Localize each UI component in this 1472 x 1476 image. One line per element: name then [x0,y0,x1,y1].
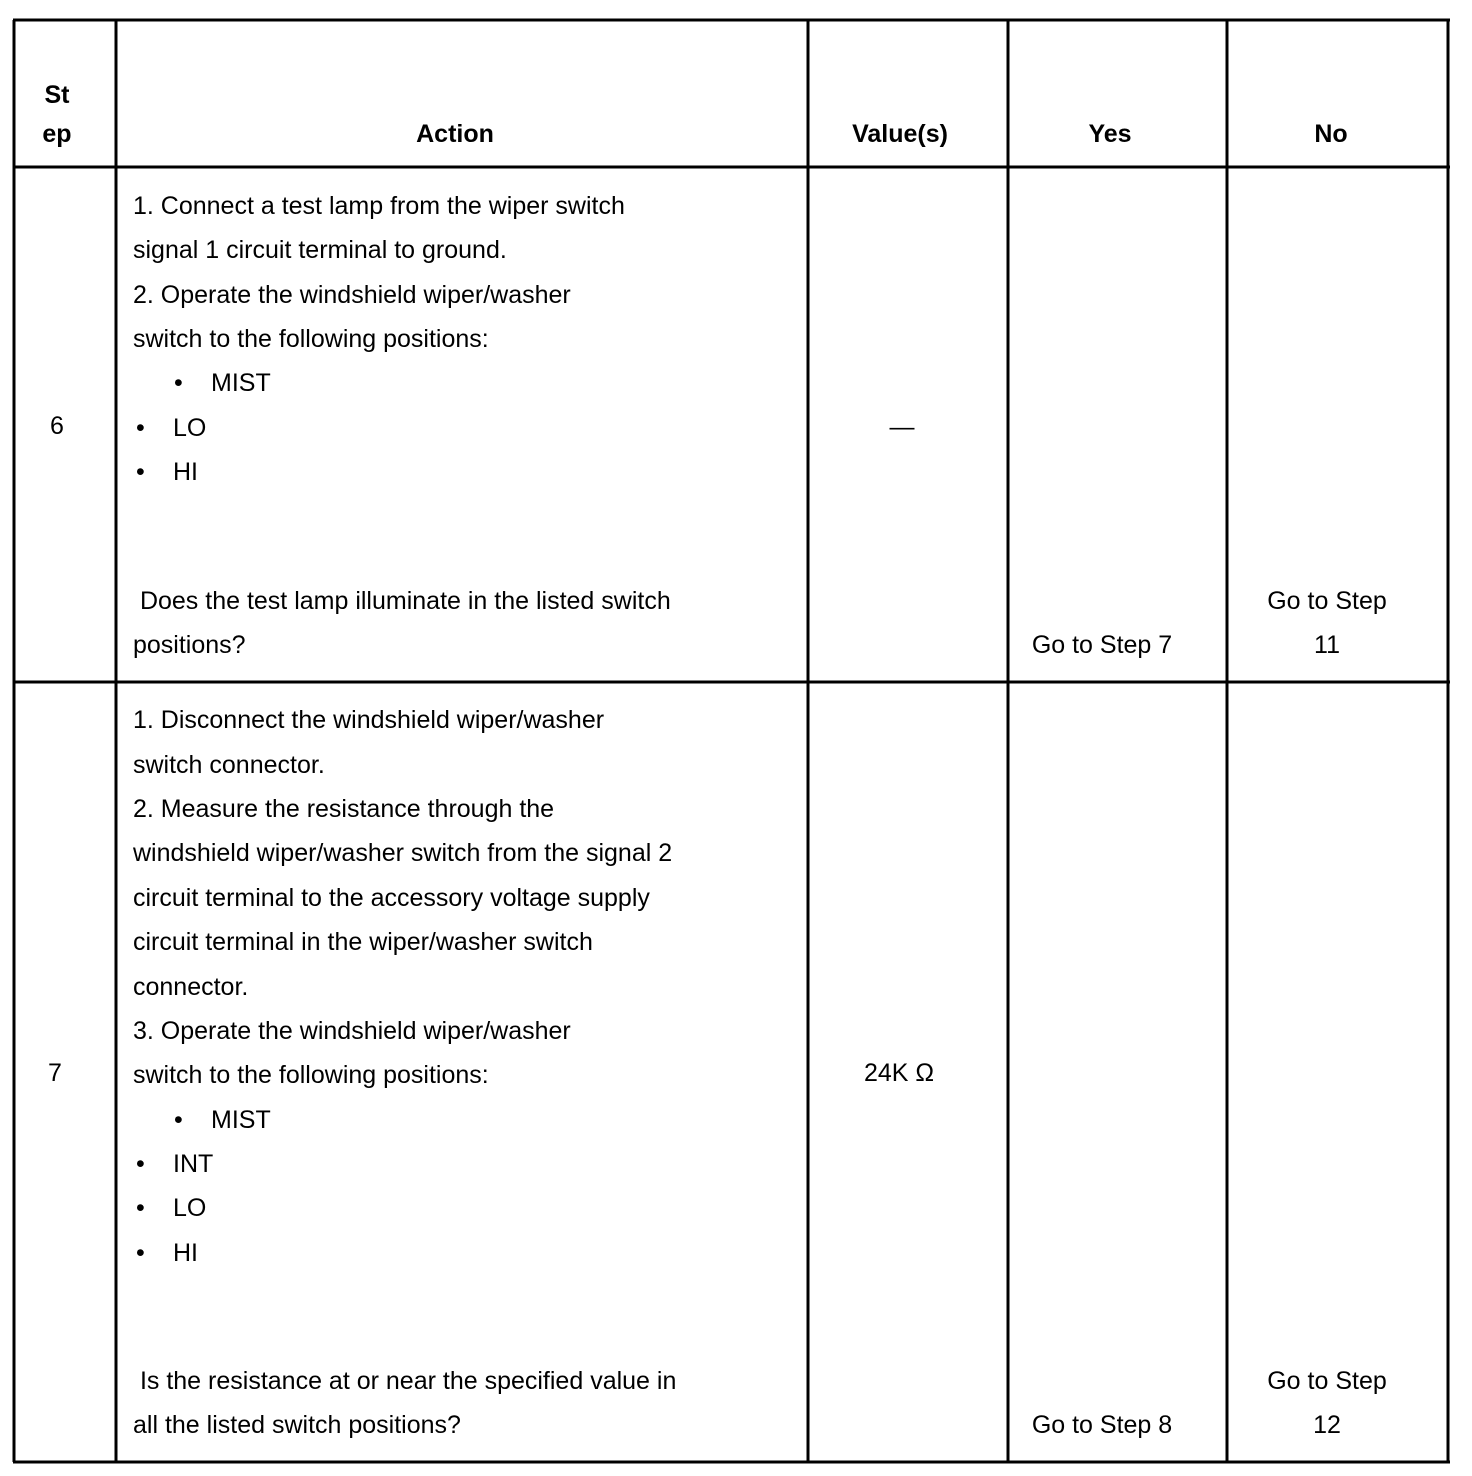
no-cell-line1: Go to Step [1267,1367,1387,1395]
action-line: switch connector. [133,751,325,779]
bullet-item: INT [173,1150,214,1178]
no-cell-line2: 12 [1313,1411,1341,1439]
action-question: Is the resistance at or near the specified value in [133,1367,677,1395]
step-number: 6 [50,412,64,440]
bullet-item: HI [173,1239,198,1267]
value-cell: — [889,413,915,441]
bullet-marker: • [136,1150,145,1178]
bullet-marker: • [136,458,145,486]
action-line: switch to the following positions: [133,325,489,353]
action-line: 2. Measure the resistance through the [133,795,555,823]
bullet-item: MIST [211,1106,271,1134]
no-cell-line1: Go to Step [1267,587,1387,615]
header-values: Value(s) [852,120,948,148]
header-action: Action [416,120,494,148]
bullet-marker: • [136,1239,145,1267]
action-question: positions? [133,631,246,659]
action-line: switch to the following positions: [133,1061,489,1089]
action-line: 3. Operate the windshield wiper/washer [133,1017,571,1045]
action-line: 1. Disconnect the windshield wiper/washer [133,706,605,734]
action-line: windshield wiper/washer switch from the signal 2 [133,839,673,867]
bullet-item: LO [173,414,207,442]
action-line: 1. Connect a test lamp from the wiper switch [133,192,625,220]
bullet-marker: • [136,1194,145,1222]
bullet-marker: • [174,1106,183,1134]
step-number: 7 [48,1059,62,1087]
value-cell: 24K Ω [863,1059,935,1087]
action-line: connector. [133,973,249,1001]
yes-cell: Go to Step 8 [1031,1411,1173,1439]
bullet-item: LO [173,1194,207,1222]
header-yes: Yes [1088,120,1132,148]
action-question: all the listed switch positions? [133,1411,461,1439]
bullet-item: HI [173,458,198,486]
header-step-line2: ep [42,120,72,148]
action-line: signal 1 circuit terminal to ground. [133,236,507,264]
header-step-line1: St [44,81,70,109]
action-line: 2. Operate the windshield wiper/washer [133,281,571,309]
bullet-marker: • [136,414,145,442]
bullet-marker: • [174,369,183,397]
no-cell-line2: 11 [1314,631,1340,659]
header-no: No [1314,120,1348,148]
action-line: circuit terminal in the wiper/washer switch [133,928,593,956]
action-line: circuit terminal to the accessory voltage supply [133,884,650,912]
action-question: Does the test lamp illuminate in the listed switch [133,587,671,615]
yes-cell: Go to Step 7 [1031,631,1173,659]
bullet-item: MIST [211,369,271,397]
